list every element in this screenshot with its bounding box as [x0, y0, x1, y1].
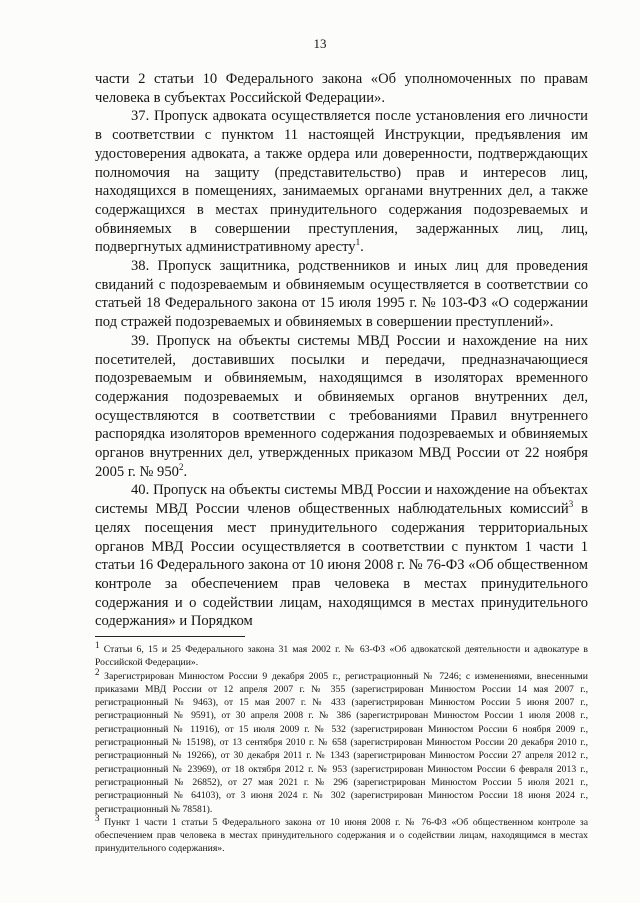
- main-text: [95, 70, 588, 631]
- footnote-text: Пункт 1 части 1 статьи 5 Федерального закона от 10 июня 2008 г. № 76-ФЗ «Об общественном контроле за обеспечением прав человека в местах принудительного содержания и о содействии лицам, находящимся в местах принудительного содержания».: [95, 816, 588, 855]
- footnote-ref: 3: [568, 499, 574, 510]
- paragraph-text: 39. Пропуск на объекты системы МВД России и нахождение на них посетителей, доставивших посылки и передачи, предназначающиеся подозреваемым и обвиняемым, находящимся в изоляторах временного содержания подозреваемых и обвиняемых органов внутренних дел, осуществляются в соответствии с требованиями Правил внутреннего распорядка изоляторов временного содержания подозреваемых и обвиняемых органов внутренних дел, утвержденных приказом МВД России от 22 ноября 2005 г. № 950: [95, 332, 588, 480]
- footnote-marker: 3: [95, 812, 100, 823]
- footnotes: [95, 639, 588, 856]
- footnote-divider: [95, 636, 245, 637]
- footnote-1: [95, 639, 588, 670]
- footnote-ref: 2: [178, 461, 184, 472]
- paragraph-text: 40. Пропуск на объекты системы МВД России и нахождение на объектах системы МВД России членов общественных наблюдательных комиссий: [95, 482, 588, 518]
- footnote-text: Статьи 6, 15 и 25 Федерального закона 31 мая 2002 г. № 63-ФЗ «Об адвокатской деятельности и адвокатуре в Российской Федерации».: [95, 644, 588, 669]
- paragraph-40: [95, 481, 588, 631]
- footnote-marker: 2: [95, 666, 100, 677]
- paragraph-tail: .: [360, 239, 364, 256]
- paragraph-tail: в целях посещения мест принудительного содержания территориальных органов МВД России осуществляется в соответствии с пунктом 1 части 1 статьи 16 Федерального закона от 10 июня 2008 г. № 76-ФЗ «Об общественном контроле за обеспечением прав человека в местах принудительного содержания и о содействии лицам, находящимся в местах принудительного содержания» и Порядком: [95, 501, 588, 630]
- paragraph-text: части 2 статьи 10 Федерального закона «Об уполномоченных по правам человека в субъектах Российской Федерации».: [95, 71, 588, 106]
- paragraph-tail: .: [183, 463, 188, 480]
- footnote-marker: 1: [95, 639, 100, 650]
- paragraph-text: 38. Пропуск защитника, родственников и иных лиц для проведения свиданий с подозреваемым и обвиняемым осуществляется в соответствии со статьей 18 Федерального закона от 15 июля 1995 г. № 103-ФЗ «О содержании под стражей подозреваемых и обвиняемых в совершении преступлений».: [95, 258, 588, 331]
- paragraph-39: [95, 332, 588, 482]
- paragraph-37: [95, 107, 588, 257]
- paragraph-text: 37. Пропуск адвоката осуществляется после установления его личности в соответствии с пунктом 11 настоящей Инструкции, предъявления им удостоверения адвоката, а также ордера или доверенности, подтверждающих полномочия на защиту (представительство) прав и интересов лиц, находящихся в помещениях, занимаемых органами внутренних дел, а также содержащихся в местах принудительного содержания подозреваемых и обвиняемых в совершении преступления, задержанных лиц, лиц, подвергнутых административному аресту: [95, 108, 588, 256]
- paragraph-continuation: [95, 70, 588, 107]
- footnote-text: Зарегистрирован Минюстом России 9 декабря 2005 г., регистрационный № 7246; с изменениями, внесенными приказами МВД России от 12 апреля 2007 г. № 355 (зарегистрирован Минюстом России 14 мая 2007 г., регистрационный № 9463), от 15 мая 2007 г. № 433 (зарегистрирован Минюстом России 5 июня 2007 г., регистрационный № 9591), от 30 апреля 2008 г. № 386 (зарегистрирован Минюстом России 1 июля 2008 г., регистрационный № 11916), от 15 июля 2009 г. № 532 (зарегистрирован Минюстом России 6 ноября 2009 г., регистрационный № 15198), от 13 сентября 2010 г. № 658 (зарегистрирован Минюстом России 20 декабря 2010 г., регистрационный № 19266), от 30 декабря 2011 г. № 1343 (зарегистрирован Минюстом России 27 апреля 2012 г., регистрационный № 23969), от 18 октября 2012 г. № 953 (зарегистрирован Минюстом России 6 февраля 2013 г., регистрационный № 26852), от 27 мая 2021 г. № 296 (зарегистрирован Минюстом России 5 июля 2021 г., регистрационный № 64103), от 3 июня 2024 г. № 302 (зарегистрирован Минюстом России 18 июня 2024 г., регистрационный № 78581).: [95, 670, 588, 815]
- footnote-ref: 1: [355, 237, 361, 248]
- footnote-3: [95, 812, 588, 856]
- page-number: 13: [313, 36, 327, 51]
- paragraph-38: [95, 257, 588, 332]
- footnote-2: [95, 666, 588, 816]
